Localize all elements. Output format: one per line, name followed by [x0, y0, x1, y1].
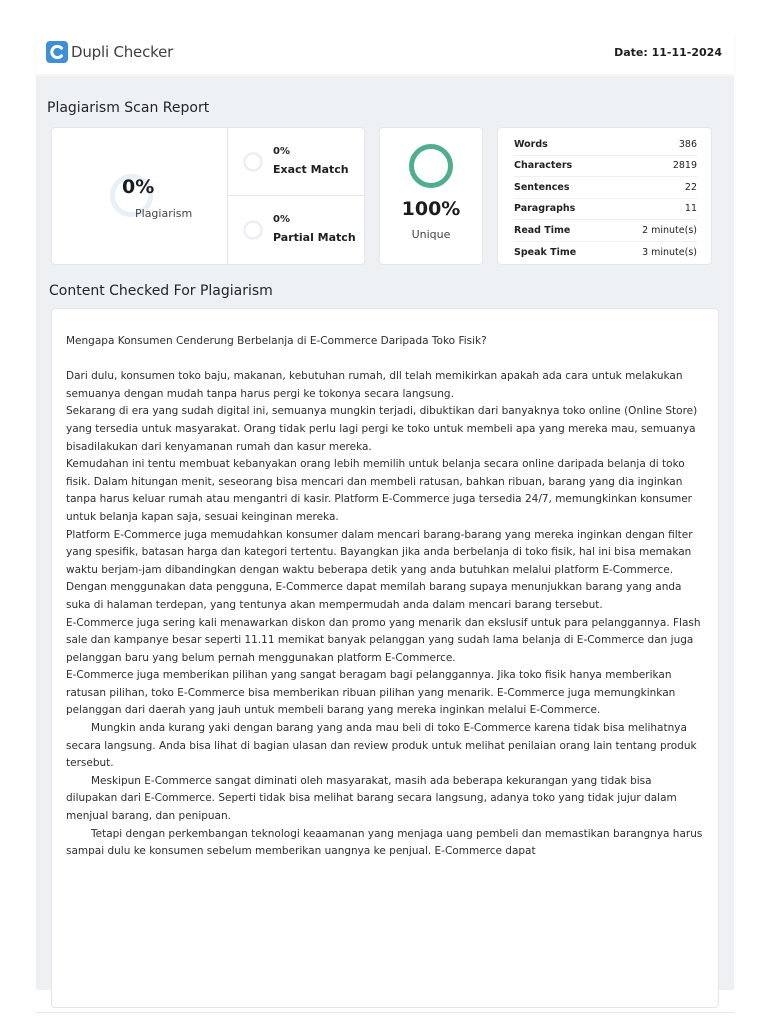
partial-match-percent: 0%	[273, 214, 290, 225]
content-paragraph: E-Commerce juga sering kali menawarkan diskon dan promo yang menarik dan ekslusif untuk para pelanggannya. Flash sale dan kampanye besar seperti 11.11 memikat banyak pelanggan yang sudah lama belanja di E-Commerce dan juga pelanggan baru yang belum pernah menggunakan platform E-Commerce.	[66, 616, 701, 664]
report-panel	[36, 76, 734, 990]
partial-match-label: Partial Match	[273, 231, 356, 244]
content-paragraph: Kemudahan ini tentu membuat kebanyakan orang lebih memilih untuk belanja secara online daripada belanja di toko fisik. Dalam hitungan menit, seseorang bisa mencari dan membeli ratusan, bahkan ribuan, barang yang dia inginkan tanpa harus keluar rumah atau mengantri di kasir. Platform E-Commerce juga tersedia 24/7, memungkinkan konsumer untuk belanja kapan saja, sesuai keinginan mereka.	[66, 458, 692, 523]
content-paragraph: Dengan menggunakan data pengguna, E-Commerce dapat memilah barang supaya menunjukkan barang yang anda suka di halaman terdepan, yang tentunya akan mempermudah anda dalam mencari barang tersebut.	[66, 581, 682, 611]
plagiarism-summary	[52, 128, 228, 264]
stat-row-sentences	[514, 177, 697, 199]
content-paragraph: E-Commerce juga memberikan pilihan yang sangat beragam bagi pelanggannya. Jika toko fisik hanya memberikan ratusan pilihan, toko E-Commerce bisa memberikan ribuan pilihan yang menarik. E-Commerce juga memungkinkan pelanggan dari daerah yang jauh untuk membeli barang yang mereka inginkan melalui E-Commerce.	[66, 669, 676, 717]
plagiarism-percent: 0%	[122, 176, 155, 198]
stat-row-words	[514, 134, 697, 156]
report-title: Plagiarism Scan Report	[47, 100, 210, 116]
stat-value: 2 minute(s)	[642, 224, 697, 236]
content-section-title: Content Checked For Plagiarism	[49, 283, 273, 299]
checked-content	[51, 308, 719, 1008]
plagiarism-label: Plagiarism	[135, 207, 193, 220]
content-paragraph: Dari dulu, konsumen toko baju, makanan, kebutuhan rumah, dll telah memikirkan apakah ada cara untuk melakukan semuanya dengan mudah tanpa harus pergi ke tokonya secara langsung.	[66, 370, 683, 400]
stat-row-speak-time	[514, 242, 697, 264]
logo-text: Dupli Checker	[71, 43, 174, 61]
content-paragraph: Tetapi dengan perkembangan teknologi keaamanan yang menjaga uang pembeli dan memastikan barangnya harus sampai dulu ke konsumen sebelum memberikan uangnya ke penjual. E-Commerce dapat	[66, 827, 703, 858]
logo	[46, 41, 173, 63]
content-paragraph: Mungkin anda kurang yaki dengan barang yang anda mau beli di toko E-Commerce karena tidak bisa melihatnya secara langsung. Anda bisa lihat di bagian ulasan dan review produk untuk melihat penilaian orang lain tentang produk tersebut.	[66, 722, 697, 770]
stat-value: 11	[684, 203, 697, 215]
exact-match-percent: 0%	[273, 146, 290, 157]
unique-ring-fill	[412, 147, 451, 186]
exact-match-row	[228, 128, 365, 196]
stat-value: 3 minute(s)	[642, 246, 697, 258]
report-header	[36, 30, 734, 74]
plagiarism-card	[51, 127, 365, 265]
content-paragraph: Platform E-Commerce juga memudahkan konsumer dalam mencari barang-barang yang mereka inginkan dengan filter yang spesifik, batasan harga dan kategori tertentu. Bayangkan jika anda berbelanja di toko fisik, hal ini bisa memakan waktu berjam-jam dibandingkan dengan waktu beberapa detik yang anda butuhkan melalui platform E-Commerce.	[66, 528, 693, 576]
exact-match-ring-icon	[243, 152, 263, 172]
content-paragraph: Meskipun E-Commerce sangat diminati oleh masyarakat, masih ada beberapa kekurangan yang tidak bisa dilupakan dari E-Commerce. Seperti tidak bisa melihat barang secara langsung, adanya toko yang tidak jujur dalam menjual barang, dan penipuan.	[66, 774, 677, 823]
unique-ring-icon	[407, 142, 455, 190]
stat-label: Paragraphs	[514, 203, 576, 215]
unique-card	[379, 127, 483, 265]
stat-value: 2819	[672, 160, 697, 172]
partial-match-ring-icon	[243, 220, 263, 240]
duplichecker-logo-icon	[46, 41, 68, 63]
stat-value: 22	[684, 181, 697, 193]
unique-label: Unique	[411, 228, 451, 241]
stat-label: Sentences	[514, 181, 570, 193]
stats-card	[497, 127, 712, 265]
stat-row-characters	[514, 156, 697, 178]
content-paragraph: Sekarang di era yang sudah digital ini, semuanya mungkin terjadi, dibuktikan dari banyaknya toko online (Online Store) yang tersedia untuk masyarakat. Orang tidak perlu lagi pergi ke toko untuk membeli apa yang mereka mau, semuanya bisadilakukan dari kenyamanan rumah dan kasur mereka.	[66, 405, 698, 453]
stat-label: Characters	[514, 160, 573, 172]
stat-row-read-time	[514, 220, 697, 242]
report-date: Date: 11-11-2024	[614, 45, 722, 59]
stat-label: Words	[514, 138, 548, 150]
partial-match-row	[228, 196, 365, 264]
stat-row-paragraphs	[514, 199, 697, 221]
document-title: Mengapa Konsumen Cenderung Berbelanja di E-Commerce Daripada Toko Fisik?	[66, 335, 487, 347]
unique-percent: 100%	[401, 198, 461, 220]
exact-match-label: Exact Match	[273, 163, 349, 176]
footer-divider	[36, 1012, 734, 1013]
stat-label: Read Time	[514, 224, 571, 236]
stat-label: Speak Time	[514, 246, 577, 258]
stat-value: 386	[678, 138, 697, 150]
